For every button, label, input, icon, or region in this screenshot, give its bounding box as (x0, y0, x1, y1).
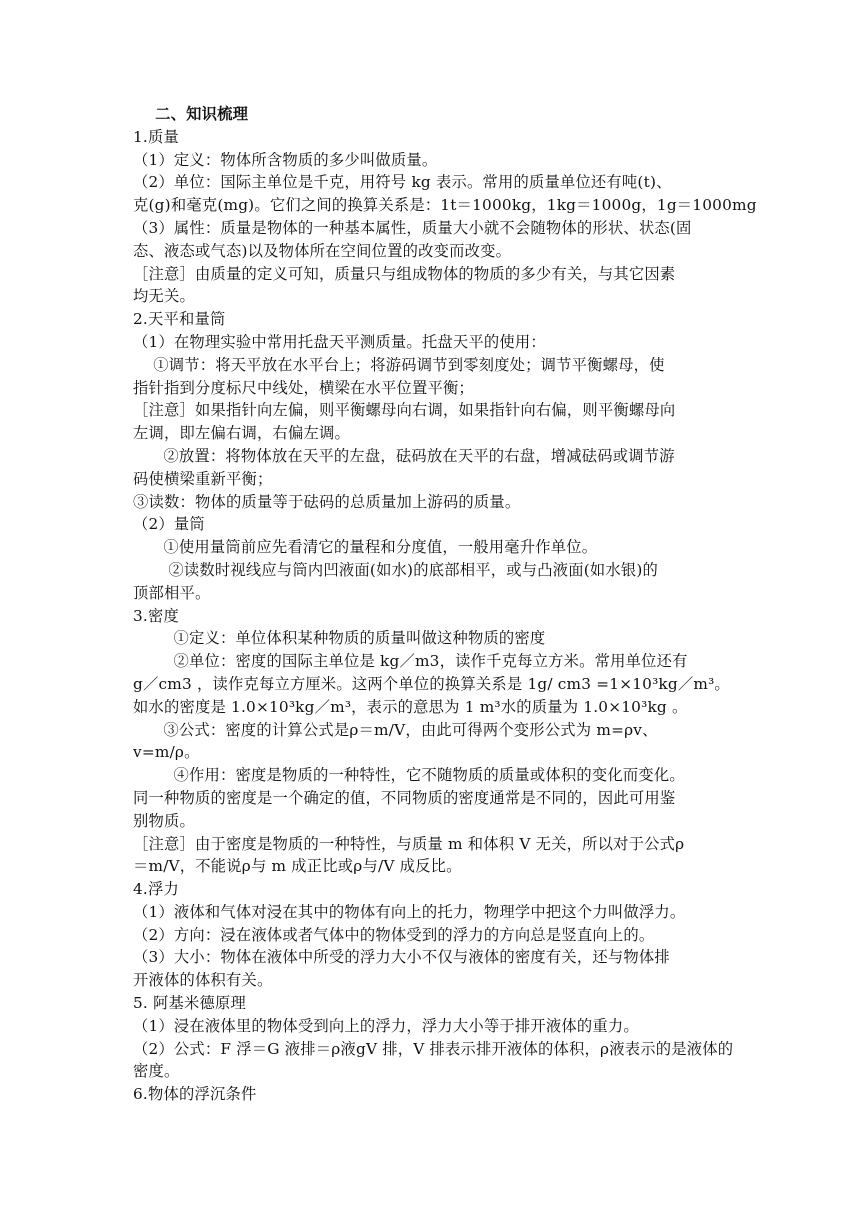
text-line: 6.物体的浮沉条件 (133, 1085, 257, 1104)
text-line: ①定义：单位体积某种物质的质量叫做这种物质的密度 (133, 629, 546, 648)
text-line: ③读数：物体的质量等于砝码的总质量加上游码的质量。 (133, 492, 521, 511)
text-line: （2）单位：国际主单位是千克，用符号 kg 表示。常用的质量单位还有吨(t)、 (133, 173, 672, 192)
text-line: （2）公式：F 浮＝G 液排＝ρ液gV 排，V 排表示排开液体的体积，ρ液表示的是液体的 (133, 1039, 734, 1058)
section-heading-text: 二、知识梳理 (155, 105, 249, 123)
text-line: ①使用量筒前应先看清它的量程和分度值，一般用毫升作单位。 (133, 538, 598, 557)
section-heading (133, 103, 733, 126)
text-lines (133, 126, 757, 1106)
text-line: （3）属性：质量是物体的一种基本属性，质量大小就不会随物体的形状、状态(固 (133, 218, 692, 237)
text-line: 5. 阿基米德原理 (133, 994, 247, 1013)
text-line: （1）在物理实验中常用托盘天平测质量。托盘天平的使用： (133, 332, 546, 351)
text-line: ［注意］由于密度是物质的一种特性，与质量 m 和体积 V 无关，所以对于公式ρ (133, 834, 685, 853)
text-line: 同一种物质的密度是一个确定的值，不同物质的密度通常是不同的，因此可用鉴 (133, 788, 676, 807)
text-line: 密度。 (133, 1062, 180, 1081)
text-line: ③公式：密度的计算公式是ρ＝m/V，由此可得两个变形公式为 m=ρv、 (133, 720, 658, 739)
text-line: 4.浮力 (133, 880, 179, 899)
text-line: （1）液体和气体对浸在其中的物体有向上的托力，物理学中把这个力叫做浮力。 (133, 902, 686, 921)
text-line: g／cm3 ，读作克每立方厘米。这两个单位的换算关系是 1g/ cm3 =1×10³kg／m³。 (133, 674, 730, 693)
document-body (133, 103, 757, 1106)
text-line: ②单位：密度的国际主单位是 kg／m3，读作千克每立方米。常用单位还有 (133, 652, 688, 671)
text-line: 指针指到分度标尺中线处，横梁在水平位置平衡； (133, 378, 474, 397)
text-line: 顶部相平。 (133, 583, 211, 602)
text-line: （2）量筒 (133, 515, 205, 534)
text-line: ④作用：密度是物质的一种特性，它不随物质的质量或体积的变化而变化。 (133, 766, 685, 785)
text-line: ①调节：将天平放在水平台上；将游码调节到零刻度处；调节平衡螺母，使 (133, 355, 665, 374)
text-line: （1）浸在液体里的物体受到向上的浮力，浮力大小等于排开液体的重力。 (133, 1016, 639, 1035)
text-line: （1）定义：物体所含物质的多少叫做质量。 (133, 150, 438, 169)
text-line: ②放置：将物体放在天平的左盘，砝码放在天平的右盘，增减砝码或调节游 (133, 446, 675, 465)
text-line: 如水的密度是 1.0×10³kg／m³，表示的意思为 1 m³水的质量为 1.0×10³kg 。 (133, 697, 688, 716)
text-line: 左调，即左偏右调，右偏左调。 (133, 424, 350, 443)
text-line: （3）大小：物体在液体中所受的浮力大小不仅与液体的密度有关，还与物体排 (133, 948, 670, 967)
text-line: 2.天平和量筒 (133, 310, 226, 329)
text-line: 1.质量 (133, 127, 179, 146)
text-line: 态、液态或气态)以及物体所在空间位置的改变而改变。 (133, 241, 512, 260)
text-line: ［注意］由质量的定义可知，质量只与组成物体的物质的多少有关，与其它因素 (133, 264, 676, 283)
text-line: 3.密度 (133, 606, 179, 625)
text-line: ＝m/V，不能说ρ与 m 成正比或ρ与/V 成反比。 (133, 857, 462, 876)
text-line: （2）方向：浸在液体或者气体中的物体受到的浮力的方向总是竖直向上的。 (133, 925, 655, 944)
text-line: 均无关。 (133, 287, 195, 306)
text-line: 别物质。 (133, 811, 195, 830)
text-line: v=m/ρ。 (133, 743, 200, 762)
text-line: ［注意］如果指针向左偏，则平衡螺母向右调，如果指针向右偏，则平衡螺母向 (133, 401, 676, 420)
text-line: 码使横梁重新平衡； (133, 469, 273, 488)
text-line: ②读数时视线应与筒内凹液面(如水)的底部相平，或与凸液面(如水银)的 (133, 560, 659, 579)
text-line: 克(g)和毫克(mg)。它们之间的换算关系是：1t＝1000kg，1kg＝1000g，1g＝1000mg (133, 196, 757, 215)
text-line: 开液体的体积有关。 (133, 971, 273, 990)
